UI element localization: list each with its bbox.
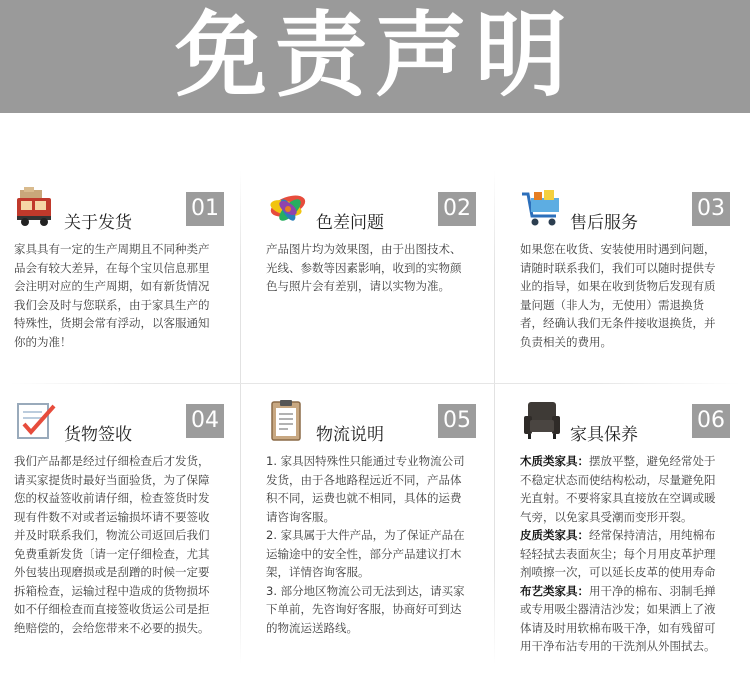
- care-section-label: 皮质类家具：: [520, 528, 589, 542]
- card-body: [520, 452, 720, 656]
- card-number-badge: 06: [692, 404, 730, 438]
- care-section-text: 经常保持清洁，用纯棉布轻轻拭去表面灰尘；每个月用皮革护理剂喷擦一次，可以延长皮革的使用寿命: [520, 528, 716, 579]
- signed-document-icon: [14, 398, 58, 442]
- card-number-badge: 03: [692, 192, 730, 226]
- card-title: 关于发货: [64, 213, 132, 233]
- care-section-text: 摆放平整，避免经常处于不稳定状态而使结构松动，尽量避免阳光直射。不要将家具直接放在空调或暖气旁，以免家具受潮而变形开裂。: [520, 454, 716, 524]
- page-title: 免责声明: [174, 2, 575, 109]
- card-paragraph: 我们产品都是经过仔细检查后才发货，请买家提货时最好当面验货，为了保障您的权益签收前请仔细，检查签货时发现有件数不对或者运输损坏请不要签收并及时联系我们，物流公司返回后我们免费重新发货〔请一定仔细检查，尤其外包装出现磨损或是刮蹭的时候一定要拆箱检查，运输过程中造成的货物损坏如不仔细检查而直接签收货运公司是拒绝赔偿的，会给您带来不必要的损失。: [14, 454, 210, 635]
- card-paragraph: 如果您在收货、安装使用时遇到问题，请随时联系我们，我们可以随时提供专业的指导，如果在收到货物后发现有质量问题（非人为，无使用）需退换货者，经确认我们无条件接收退换货，并负责相关的费用。: [520, 242, 716, 349]
- care-section-label: 布艺类家具：: [520, 583, 589, 598]
- shopping-cart-icon: [520, 186, 564, 230]
- card-title: 货物签收: [64, 425, 132, 445]
- card-title: 物流说明: [316, 425, 384, 445]
- card-logistics: [266, 398, 502, 668]
- card-paragraph: 3. 部分地区物流公司无法到达，请买家下单前，先咨询好客服，协商好可到达的物流运送路线。: [266, 583, 465, 635]
- card-title: 售后服务: [570, 213, 638, 233]
- card-furniture-care: [520, 398, 750, 668]
- card-number-badge: 04: [186, 404, 224, 438]
- title-banner: [0, 0, 750, 113]
- card-title: 家具保养: [570, 425, 638, 445]
- card-color-difference: [266, 186, 502, 376]
- clipboard-icon: [266, 398, 310, 442]
- card-shipping: [14, 186, 250, 376]
- card-delivery-receipt: [14, 398, 250, 668]
- care-section: [520, 582, 720, 656]
- card-paragraph: 2. 家具属于大件产品，为了保证产品在运输途中的安全性，部分产品建议打木架，详情咨询客服。: [266, 528, 465, 579]
- card-paragraph: 家具具有一定的生产周期且不同种类产品会有较大差异，在每个宝贝信息那里会注明对应的生产周期，如有新货情况我们会及时与您联系，由于家具生产的特殊性，货期会常有浮动，以客服通知你的为准！: [14, 242, 210, 349]
- card-title: 色差问题: [316, 213, 384, 233]
- card-number-badge: 05: [438, 404, 476, 438]
- card-number-badge: 02: [438, 192, 476, 226]
- card-after-sales: [520, 186, 750, 376]
- card-body: [520, 240, 720, 351]
- color-palette-icon: [266, 186, 310, 230]
- row-divider: [10, 383, 740, 384]
- delivery-truck-icon: [14, 186, 58, 230]
- care-section: [520, 452, 720, 526]
- card-body: [266, 240, 466, 296]
- care-section: [520, 526, 720, 582]
- care-section-label: 木质类家具：: [520, 454, 589, 468]
- card-number-badge: 01: [186, 192, 224, 226]
- card-body: [266, 452, 466, 637]
- card-body: [14, 452, 214, 637]
- card-body: [14, 240, 214, 351]
- card-paragraph: 产品图片均为效果图，由于出图技术、光线、参数等因素影响，收到的实物颜色与照片会有差别，请以实物为准。: [266, 242, 462, 293]
- care-section-text: 用干净的棉布、羽制毛掸或专用吸尘器清洁沙发；如果洒上了液体请及时用软棉布吸干净，如有残留可用干净布沾专用的干洗剂从外围拭去。: [520, 583, 716, 653]
- card-paragraph: 1. 家具因特殊性只能通过专业物流公司发货，由于各地路程远近不同，产品体积不同，运费也就不相同，具体的运费请咨询客服。: [266, 454, 465, 524]
- armchair-icon: [520, 398, 564, 442]
